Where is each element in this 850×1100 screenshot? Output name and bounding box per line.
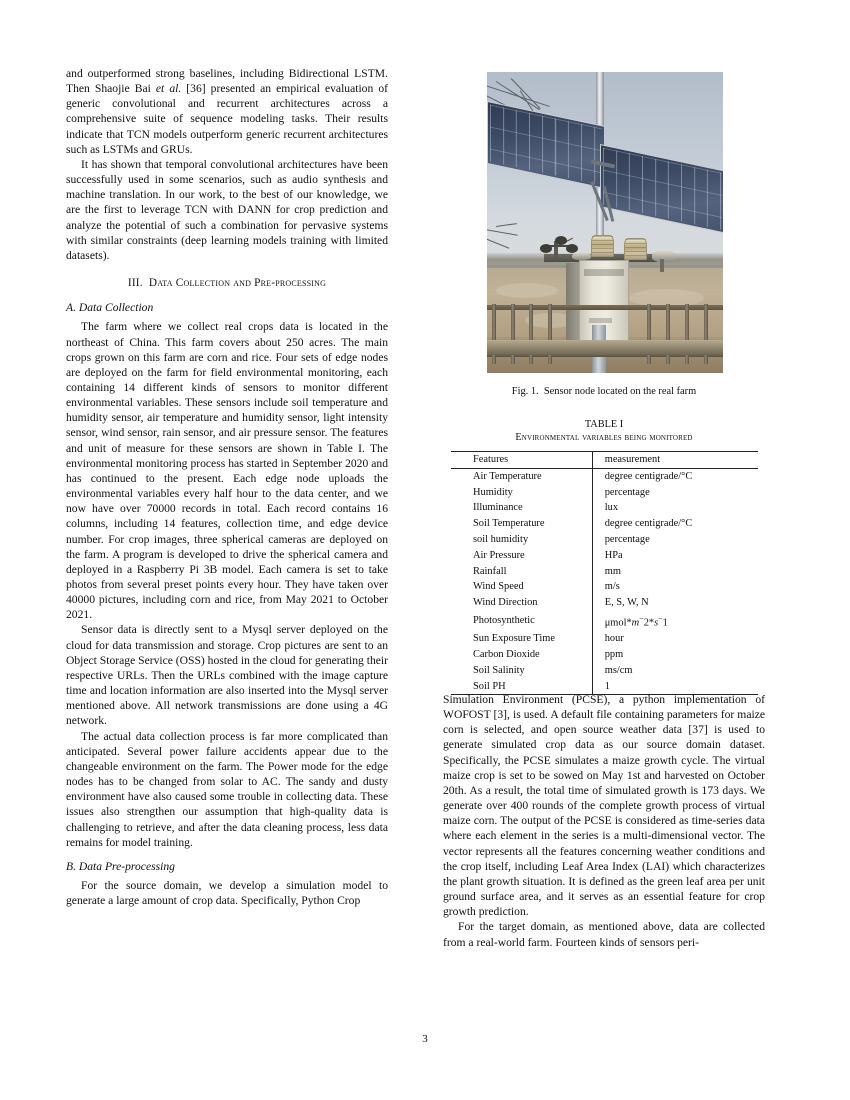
cell-feature: Humidity [473, 486, 513, 498]
cell-feature: Photosynthetic [473, 615, 535, 627]
paragraph: and outperformed strong baselines, including Bidirectional LSTM. Then Shaojie Bai et al. [36] presented an empirical evaluation of generic convolutional and recurrent architectures across a comprehensive suite of sequence modeling tasks. Their results indicate that TCN models outperform generic recurrent architectures such as LSTMs and GRUs. [66, 67, 388, 156]
table-caption: Environmental variables being monitored [515, 432, 693, 443]
table-row [451, 532, 758, 548]
anemometer-cup-icon [566, 244, 578, 253]
control-box-label-lower [589, 318, 613, 323]
cell-measurement: degree centigrade/°C [592, 516, 758, 532]
table-row [451, 500, 758, 516]
table-body [451, 468, 758, 694]
cell-measurement: percentage [592, 485, 758, 501]
fence-post [647, 304, 651, 364]
right-column [443, 692, 765, 950]
fence-post [548, 304, 552, 364]
fence-rail-front [487, 340, 723, 355]
table-row [451, 663, 758, 679]
fence-post [685, 304, 689, 364]
figure-caption-text: Sensor node located on the real farm [543, 386, 697, 397]
cell-feature: Rainfall [473, 565, 507, 577]
cell-measurement: HPa [592, 548, 758, 564]
table-header-row [451, 452, 758, 469]
paragraph: The actual data collection process is far more complicated than anticipated. Several power failure accidents appear due to the changeable environment on the farm. The Power mode for the edge nodes has to be changed from solar to AC. The sandy and dusty environment have also caused some trouble in collecting data. These issues also strengthen our assumption that high-quality data is challenging to retrieve, and after the data cleaning process, less data remains for model training. [66, 729, 388, 849]
cell-feature: Soil PH [473, 680, 506, 692]
cell-feature: Carbon Dioxide [473, 648, 540, 660]
cell-feature: Soil Temperature [473, 518, 545, 530]
cell-measurement: percentage [592, 532, 758, 548]
shield-rings [625, 239, 647, 260]
figure-caption [443, 385, 765, 398]
cell-measurement: E, S, W, N [592, 595, 758, 611]
table-row [451, 548, 758, 564]
cell-measurement: μmol*m−2*s−1 [592, 611, 758, 631]
table-row [451, 647, 758, 663]
env-variables-table [451, 451, 758, 695]
radiation-shield-sensor [624, 238, 648, 261]
paragraph: The farm where we collect real crops data is located in the northeast of China. This farm covers about 250 acres. The main crops grown on this farm are corn and rice. Four sets of edge nodes are deployed on the farm for field environmental monitoring, each containing 14 different kinds of sensors to monitor different environmental variables. These sensors include soil temperature and humidity sensor, air temperature and humidity sensor, light intensity sensor, wind sensor, rain sensor, and air pressure sensor. The features and unit of measure for these sensors are shown in Table I. The environmental monitoring process has started in September 2020 and has continued to the present. Each edge node uploads the environmental variables every half hour to the data center, and we now have over 70000 records in total. Each record contains 16 columns, including 14 features, collection time, and edge device number. For crop images, three spherical cameras are deployed on the farm. A program is developed to drive the spherical camera and deployed in a Raspberry Pi 3B model. Each camera is set to take photos from several preset points every hour. They have taken over 40000 pictures, including corn and rice, from May 2021 to October 2021. [66, 320, 388, 622]
figure-sensor-node-photo [487, 72, 723, 373]
paragraph: For the source domain, we develop a simulation model to generate a large amount of crop data. Specifically, Python Crop [66, 878, 388, 908]
table-row [451, 563, 758, 579]
table-environmental-variables [443, 418, 765, 695]
cell-feature: soil humidity [473, 534, 529, 545]
table-row [451, 579, 758, 595]
section-title: Data Collection and Pre-processing [148, 277, 327, 290]
fence-post [511, 304, 515, 364]
table-head [451, 452, 758, 469]
table-number: TABLE I [584, 419, 624, 430]
cell-measurement: lux [592, 500, 758, 516]
shield-rings [592, 236, 614, 257]
subsection-heading-b: B. Data Pre-processing [66, 859, 175, 873]
cell-measurement: m/s [592, 579, 758, 595]
paragraph: It has shown that temporal convolutional architectures have been successfully used in some scenarios, such as audio synthesis and machine translation. In our work, to the best of our knowledge, we are the first to leverage TCN with DANN for crop prediction and analyze the potential of such a combination for pervasive systems with similar constraints (deep learning models training with limited datasets). [66, 157, 388, 262]
paragraph: Sensor data is directly sent to a Mysql server deployed on the cloud for data transmission and storage. Crop pictures are sent to an Object Storage Service (OSS) hosted in the cloud for generating their respective URLs. Then the URLs combined with the image capture time and location information are also inserted into the Mysql server mentioned above. All network transmissions are done using a 4G network. [66, 623, 388, 728]
fence-post [492, 304, 496, 364]
radiation-shield-sensor [591, 235, 615, 258]
cell-feature: Air Temperature [473, 470, 542, 482]
section-numeral: III. [127, 277, 143, 290]
cell-feature: Sun Exposure Time [473, 633, 555, 645]
cell-measurement: ppm [592, 647, 758, 663]
table-row [451, 485, 758, 501]
control-box-label [584, 269, 624, 276]
section-heading [66, 276, 388, 291]
small-sensor [572, 253, 591, 260]
cell-measurement: 1 [592, 678, 758, 694]
table-row [451, 468, 758, 484]
anemometer-cup-icon [540, 244, 552, 253]
table-row [451, 516, 758, 532]
figure-caption-label: Fig. 1. [511, 386, 539, 397]
dirt-patch [496, 283, 557, 298]
table-row [451, 611, 758, 631]
cell-feature: Soil Salinity [473, 664, 525, 676]
wind-vane-sensor [652, 251, 676, 262]
cell-measurement: ms/cm [592, 663, 758, 679]
cell-feature: Illuminance [473, 502, 523, 514]
paragraph: For the target domain, as mentioned above, data are collected from a real-world farm. Fourteen kinds of sensors peri- [443, 920, 765, 949]
cell-feature: Wind Speed [473, 581, 524, 593]
table-row [451, 631, 758, 647]
subsection-heading-a: A. Data Collection [66, 301, 154, 315]
left-column [66, 66, 388, 908]
cell-feature: Wind Direction [473, 597, 538, 609]
wind-vane-post [660, 259, 663, 273]
cell-measurement: mm [592, 563, 758, 579]
fence-post [666, 304, 670, 364]
cell-measurement: hour [592, 631, 758, 647]
cell-measurement: degree centigrade/°C [592, 468, 758, 484]
column-header-measurement: measurement [592, 452, 758, 469]
table-row [451, 595, 758, 611]
column-header-features: Features [473, 454, 509, 466]
fence-post [529, 304, 533, 364]
fence-post [704, 304, 708, 364]
page-number: 3 [422, 1033, 428, 1045]
cell-feature: Air Pressure [473, 549, 525, 561]
paragraph: Simulation Environment (PCSE), a python implementation of WOFOST [3], is used. A default file containing parameters for maize corn is selected, and open source weather data [37] is used to generate simulated crop data as our source domain dataset. Specifically, the PCSE simulates a maize growth cycle. The virtual maize crop is set to be sowed on May 1st and harvested on October 20th. As a result, the total time of simulated growth is 173 days. We generate over 400 rounds of the complete growth process of virtual maize corn. The output of the PCSE is considered as time-series data where each element in the series is a multi-dimensional vector. The vector represents all the features concerning weather conditions and the crop itself, including Leaf Area Index (LAI) which characterizes the plant growth situation. It is defined as the green leaf area per unit ground surface area, and it serves as an essential feature for crop growth prediction. [443, 693, 765, 919]
